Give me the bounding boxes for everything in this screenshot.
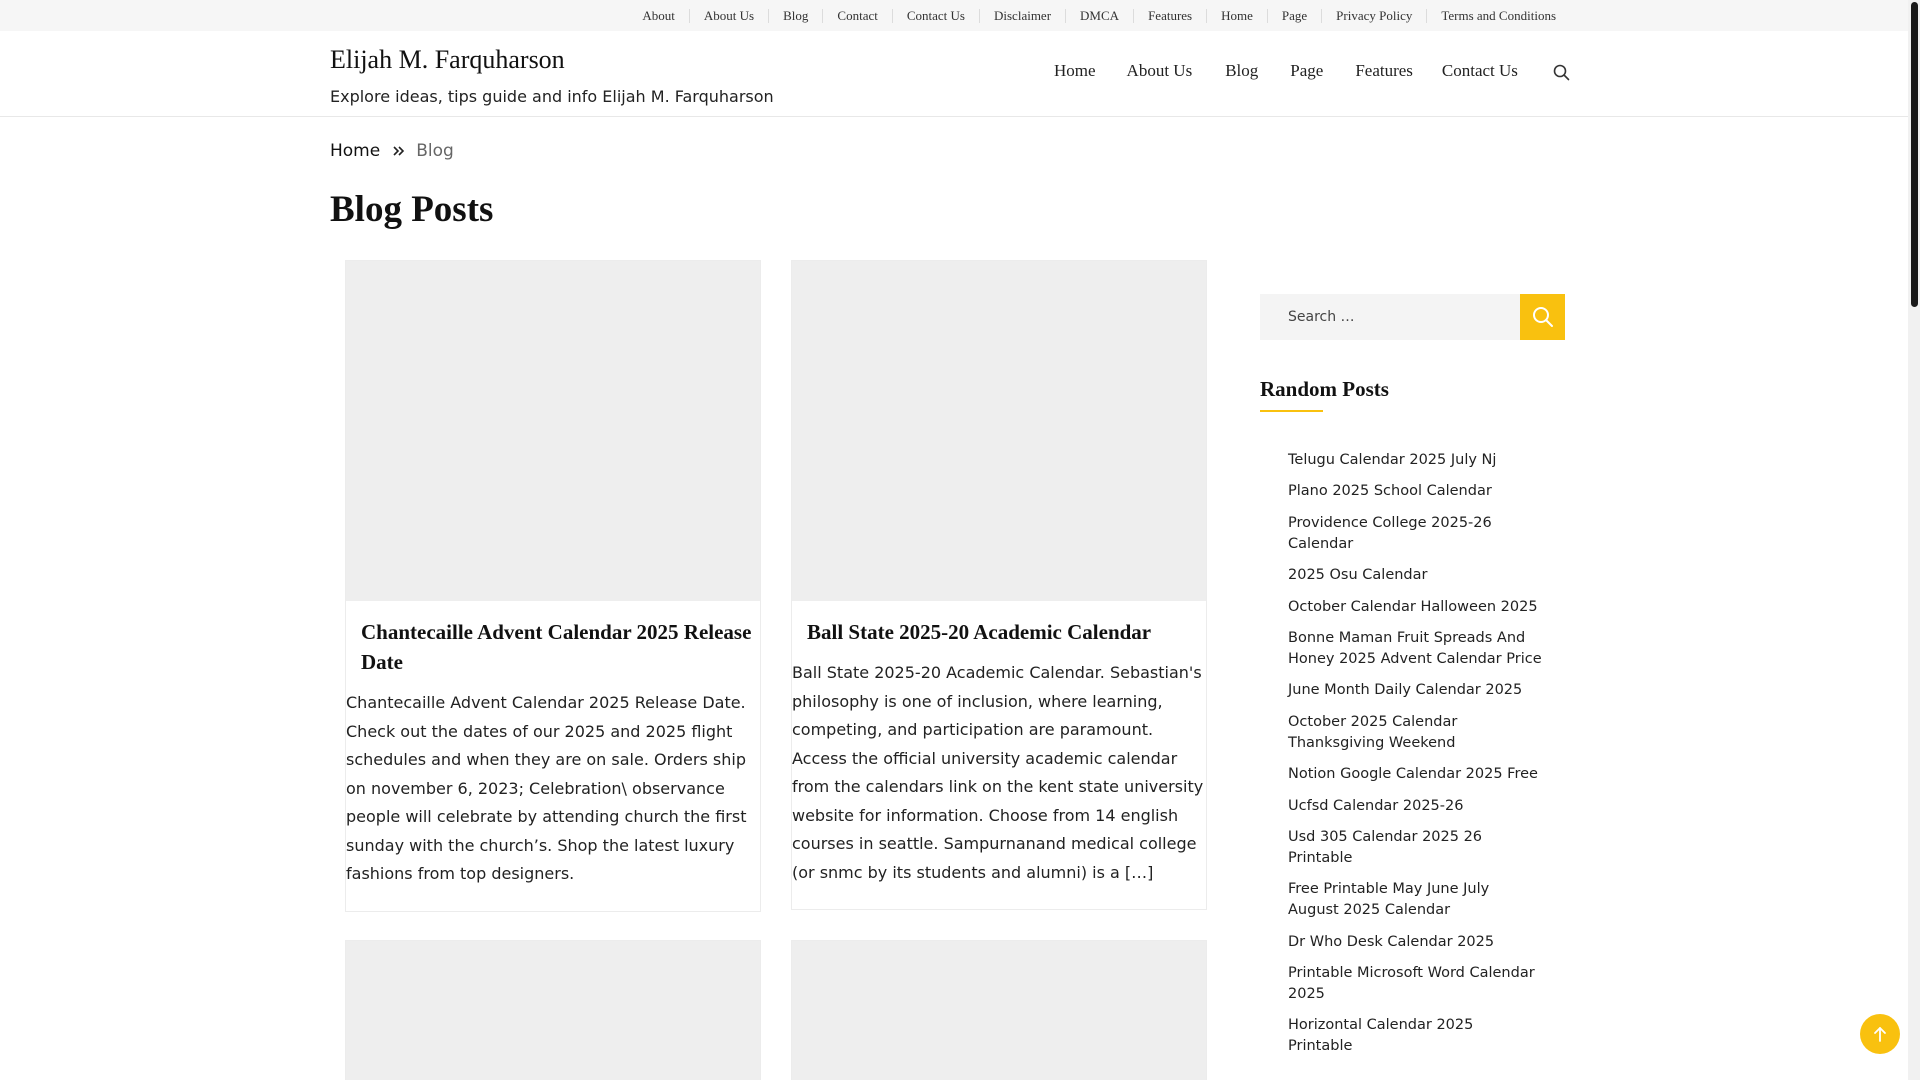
post-card [791,940,1207,1080]
site-title[interactable]: Elijah M. Farquharson [330,45,565,74]
nav-contact-us[interactable]: Contact Us [1441,61,1518,80]
top-menu-item[interactable]: Contact Us [892,9,979,23]
random-post-link[interactable]: October 2025 Calendar Thanksgiving Weekend [1288,713,1458,751]
site-description: Explore ideas, tips guide and info Elijah M. Farquharson [330,87,774,106]
post-excerpt: Chantecaille Advent Calendar 2025 Release Date. Check out the dates of our 2025 and 2025 flight schedules and when they are on sale. Orders ship on november 6, 2023; Celebration\ observance people will celebrate by attending church the first sunday with the church’s. Shop the latest luxury fashions from top designers. [346,693,747,883]
random-post-link[interactable]: Ucfsd Calendar 2025-26 [1288,797,1464,814]
post-thumbnail[interactable] [792,941,1206,1080]
post-card [345,260,761,912]
random-posts-list [1288,450,1542,1068]
back-to-top-button[interactable] [1860,1014,1900,1054]
double-chevron-right-icon [392,144,406,158]
post-thumbnail[interactable] [346,941,760,1080]
site-header [0,31,1908,117]
random-post-link[interactable]: 2025 Osu Calendar [1288,567,1428,584]
random-post-link[interactable]: Bonne Maman Fruit Spreads And Honey 2025 Advent Calendar Price [1288,629,1542,667]
random-post-link[interactable]: Plano 2025 School Calendar [1288,483,1492,500]
random-post-link[interactable]: Free Printable May June July August 2025 Calendar [1288,881,1490,919]
widget-title-underline [1260,410,1323,412]
top-menu-item[interactable]: Contact [822,9,891,23]
top-menu-item[interactable]: About Us [689,9,768,23]
main-nav [1054,61,1548,81]
nav-blog[interactable]: Blog [1225,61,1259,80]
page-title: Blog Posts [330,189,494,230]
search-button[interactable] [1520,294,1565,340]
post-title[interactable]: Chantecaille Advent Calendar 2025 Release Date [361,620,752,674]
top-menu-item[interactable]: Disclaimer [979,9,1065,23]
post-title[interactable]: Ball State 2025-20 Academic Calendar [807,620,1152,644]
breadcrumb-current: Blog [416,141,454,161]
top-menu-item[interactable]: Terms and Conditions [1426,9,1570,23]
top-bar [0,0,1908,31]
nav-page[interactable]: Page [1290,61,1324,80]
top-menu-item[interactable]: Page [1267,9,1321,23]
nav-home[interactable]: Home [1054,61,1096,80]
top-menu-item[interactable]: Home [1206,9,1267,23]
nav-features[interactable]: Features [1355,61,1413,80]
random-post-link[interactable]: Telugu Calendar 2025 July Nj [1288,452,1497,468]
post-excerpt: Ball State 2025-20 Academic Calendar. Sebastian's philosophy is one of inclusion, where learning, competing, and participation are paramount. Access the official university academic calendar from the calendars link on the kent state university website for information. Choose from 14 english courses in seattle. Sampurnanand medical college (or snmc by its students and alumni) is a […] [792,663,1204,882]
breadcrumb-home[interactable]: Home [330,141,381,161]
top-menu-item[interactable]: Privacy Policy [1321,9,1426,23]
top-menu-item[interactable]: About [642,7,675,23]
page-scrollbar[interactable] [1908,0,1920,1080]
random-post-link[interactable]: Notion Google Calendar 2025 Free [1288,766,1538,783]
post-thumbnail[interactable] [346,261,760,601]
random-post-link[interactable]: Dr Who Desk Calendar 2025 [1288,933,1495,950]
top-menu-item[interactable]: DMCA [1065,9,1133,23]
top-menu [628,0,1570,31]
top-menu-item[interactable]: Features [1133,9,1206,23]
search-icon [1531,305,1555,329]
random-post-link[interactable]: Providence College 2025-26 Calendar [1288,514,1492,552]
random-post-link[interactable]: Printable Microsoft Word Calendar 2025 [1288,965,1535,1003]
scrollbar-thumb[interactable] [1911,2,1918,307]
post-card [345,940,761,1080]
post-thumbnail[interactable] [792,261,1206,601]
search-icon[interactable] [1552,63,1572,83]
random-post-link[interactable]: October Calendar Halloween 2025 [1288,598,1538,615]
arrow-up-icon [1872,1025,1888,1043]
search-input[interactable] [1260,294,1520,340]
top-menu-item[interactable]: Blog [768,9,822,23]
post-card [791,260,1207,910]
random-post-link[interactable]: Horizontal Calendar 2025 Printable [1288,1017,1474,1055]
nav-about-us[interactable]: About Us [1126,61,1193,80]
random-post-link[interactable]: Usd 305 Calendar 2025 26 Printable [1288,828,1483,866]
breadcrumb [330,141,454,161]
random-post-link[interactable]: June Month Daily Calendar 2025 [1288,682,1523,699]
widget-title: Random Posts [1260,377,1389,401]
sidebar-search [1260,294,1565,340]
